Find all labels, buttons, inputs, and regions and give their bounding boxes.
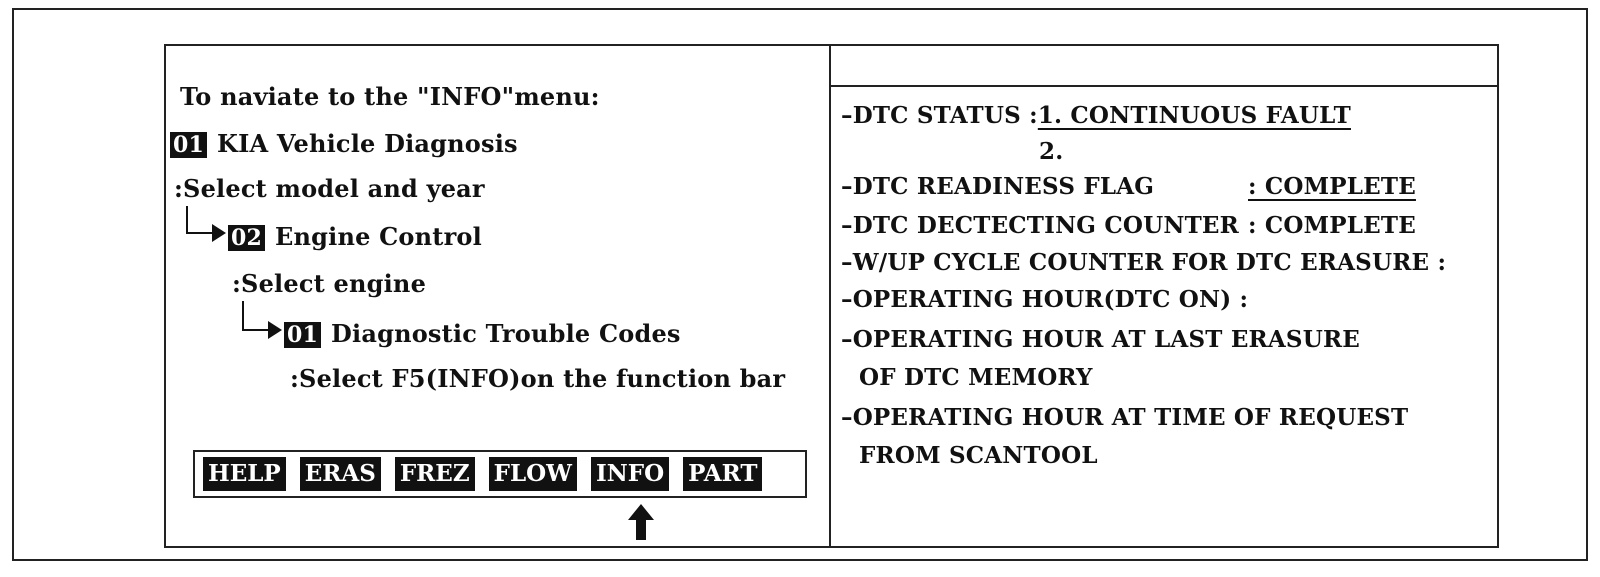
navigation-panel: [164, 44, 831, 548]
info-key[interactable]: INFO: [591, 457, 669, 491]
readiness-flag-label: –DTC READINESS FLAG: [841, 173, 1155, 200]
step-number-badge: 02: [228, 225, 265, 251]
intro-text: To naviate to the "INFO"menu:: [180, 82, 600, 111]
help-key[interactable]: HELP: [203, 457, 286, 491]
step-label: KIA Vehicle Diagnosis: [217, 129, 518, 158]
operating-hour-last-erasure-cont: OF DTC MEMORY: [859, 364, 1093, 391]
connector-line: [242, 329, 270, 331]
detecting-counter-label: –DTC DECTECTING COUNTER: [841, 212, 1239, 239]
flow-key[interactable]: FLOW: [489, 457, 577, 491]
step-kia-vehicle-diagnosis[interactable]: [170, 129, 518, 158]
step-label: Engine Control: [275, 222, 482, 251]
freeze-key[interactable]: FREZ: [395, 457, 475, 491]
operating-hour-last-erasure: –OPERATING HOUR AT LAST ERASURE: [841, 326, 1361, 353]
step-diagnostic-trouble-codes[interactable]: [284, 319, 681, 348]
connector-line: [186, 206, 188, 234]
detecting-counter-value: : COMPLETE: [1248, 212, 1416, 239]
up-arrow-icon: [628, 504, 654, 540]
erase-key[interactable]: ERAS: [300, 457, 381, 491]
step-number-badge: 01: [284, 322, 321, 348]
info-panel: [829, 44, 1499, 548]
right-arrow-icon: [212, 224, 226, 242]
outer-frame: [12, 8, 1588, 561]
operating-hour-dtc-on: –OPERATING HOUR(DTC ON) :: [841, 286, 1249, 313]
step-label: Diagnostic Trouble Codes: [331, 319, 681, 348]
readiness-flag-value: : COMPLETE: [1248, 173, 1416, 200]
connector-line: [242, 301, 244, 331]
operating-hour-request: –OPERATING HOUR AT TIME OF REQUEST: [841, 404, 1409, 431]
step-number-badge: 01: [170, 132, 207, 158]
step-instruction: :Select engine: [232, 269, 427, 298]
connector-line: [186, 232, 214, 234]
step-instruction: :Select model and year: [174, 174, 485, 203]
dtc-status-second: 2.: [1039, 138, 1064, 165]
dtc-status-value: 1. CONTINUOUS FAULT: [1037, 102, 1351, 129]
right-arrow-icon: [268, 321, 282, 339]
header-divider: [831, 85, 1497, 87]
dtc-status-label: –DTC STATUS :: [841, 102, 1038, 129]
dtc-status-row: [841, 102, 1351, 129]
step-engine-control[interactable]: [228, 222, 482, 251]
function-bar: [193, 450, 807, 498]
operating-hour-request-cont: FROM SCANTOOL: [859, 442, 1098, 469]
part-key[interactable]: PART: [683, 457, 762, 491]
wup-cycle-counter: –W/UP CYCLE COUNTER FOR DTC ERASURE :: [841, 249, 1447, 276]
step-instruction: :Select F5(INFO)on the function bar: [290, 364, 786, 393]
